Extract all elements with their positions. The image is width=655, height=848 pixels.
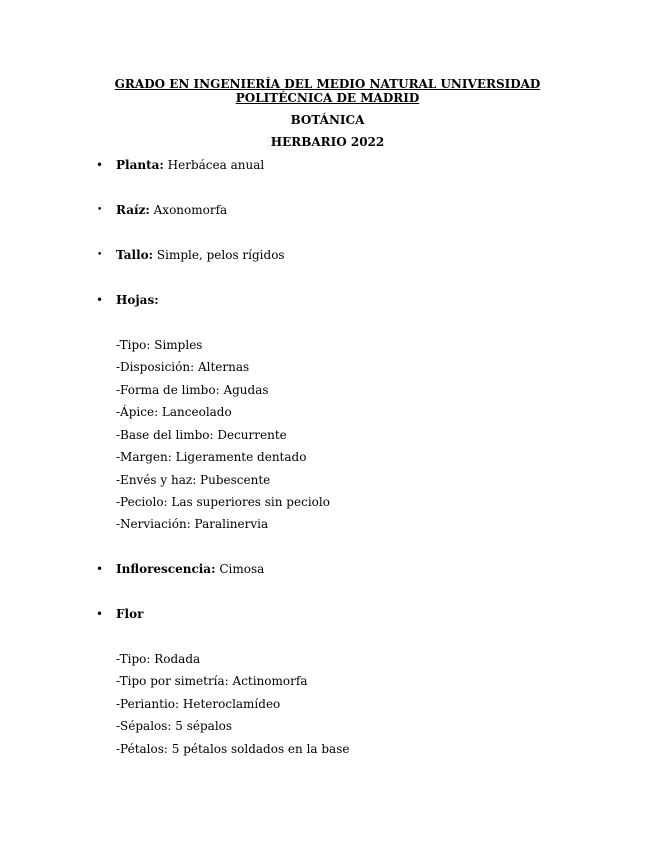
title-line-1: GRADO EN INGENIERÍA DEL MEDIO NATURAL UNIVERSIDAD	[114, 77, 541, 91]
flor-detail: -Tipo por simetría: Actinomorfa	[116, 674, 308, 688]
item-value: Simple, pelos rígidos	[153, 248, 285, 262]
item-label: Inflorescencia:	[116, 562, 216, 576]
title-line-2: POLITÉCNICA DE MADRID	[235, 91, 420, 105]
subject-heading: BOTÁNICA	[290, 113, 365, 127]
bullet-icon: •	[97, 205, 103, 215]
hojas-detail: -Envés y haz: Pubescente	[116, 473, 271, 487]
hojas-detail: -Base del limbo: Decurrente	[116, 428, 287, 442]
bullet-icon: •	[96, 293, 104, 307]
list-item-hojas	[116, 292, 159, 308]
herbarium-heading: HERBARIO 2022	[270, 135, 385, 149]
item-value: Herbácea anual	[163, 158, 265, 172]
flor-detail: -Periantio: Heteroclamídeo	[116, 697, 281, 711]
list-item-inflorescencia	[116, 561, 264, 577]
flor-detail: -Tipo: Rodada	[116, 652, 201, 666]
bullet-icon: •	[96, 562, 104, 576]
item-label: Raíz:	[116, 203, 150, 217]
hojas-detail: -Forma de limbo: Agudas	[116, 383, 269, 397]
item-label: Tallo:	[116, 248, 154, 262]
item-label: Flor	[116, 607, 144, 621]
list-item-tallo	[116, 247, 285, 263]
hojas-detail: -Ápice: Lanceolado	[116, 405, 232, 419]
item-label: Planta:	[116, 158, 164, 172]
hojas-detail: -Margen: Ligeramente dentado	[116, 450, 307, 464]
hojas-detail: -Tipo: Simples	[116, 338, 203, 352]
list-item-raiz	[116, 202, 227, 218]
bullet-icon: •	[97, 250, 103, 260]
hojas-detail: -Nerviación: Paralinervia	[116, 517, 269, 531]
list-item-planta	[116, 157, 264, 173]
flor-detail: -Sépalos: 5 sépalos	[116, 719, 233, 733]
hojas-detail: -Disposición: Alternas	[116, 360, 250, 374]
item-value: Cimosa	[215, 562, 265, 576]
bullet-icon: •	[96, 607, 104, 621]
list-item-flor	[116, 606, 143, 622]
item-label: Hojas:	[116, 293, 159, 307]
flor-detail: -Pétalos: 5 pétalos soldados en la base	[116, 742, 350, 756]
bullet-icon: •	[96, 158, 104, 172]
item-value: Axonomorfa	[149, 203, 228, 217]
hojas-detail: -Peciolo: Las superiores sin peciolo	[116, 495, 330, 509]
